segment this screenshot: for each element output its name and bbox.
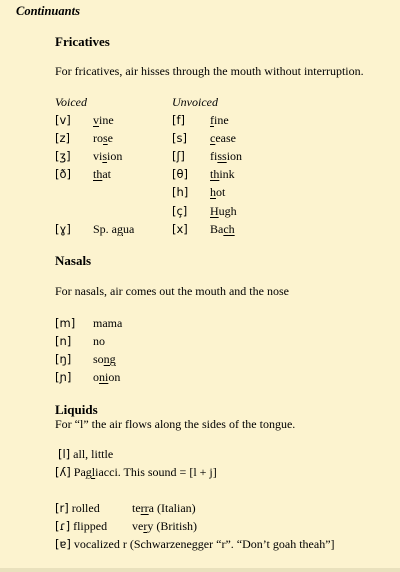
r-label: rolled — [71, 501, 100, 515]
ipa-symbol: [r] — [55, 501, 69, 515]
nasals-description: For nasals, air comes out the mouth and the nose — [55, 284, 289, 298]
voiced-row — [55, 222, 135, 237]
liquid-l-text: all, little — [73, 447, 114, 461]
unvoiced-row — [172, 131, 236, 146]
page-title: Continuants — [16, 4, 80, 18]
example-word: think — [210, 167, 235, 181]
fricatives-heading: Fricatives — [55, 34, 110, 49]
voiced-header: Voiced — [55, 95, 87, 109]
unvoiced-header: Unvoiced — [172, 95, 218, 109]
unvoiced-row — [172, 222, 235, 237]
example-word: Sp. agua — [93, 222, 135, 236]
r-row — [55, 519, 197, 534]
ipa-symbol: [m] — [55, 316, 76, 330]
ipa-symbol: [z] — [55, 131, 71, 145]
liquid-lambda-text: Pagliacci. This sound = [l + j] — [73, 465, 217, 479]
unvoiced-row — [172, 113, 229, 128]
ipa-symbol: [ŋ] — [55, 352, 72, 366]
example-word: rose — [93, 131, 113, 145]
ipa-symbol: [ɾ] — [55, 519, 71, 533]
example-word: fine — [210, 113, 229, 127]
r-row — [55, 537, 335, 552]
example-word: fission — [210, 149, 243, 163]
r-label: flipped — [73, 519, 108, 533]
nasal-row — [55, 352, 116, 367]
example-word: cease — [210, 131, 236, 145]
liquid-lambda-row — [55, 465, 217, 480]
ipa-symbol: [ç] — [172, 204, 188, 218]
example-word: mama — [93, 316, 123, 330]
voiced-row — [55, 149, 123, 164]
liquid-l-row — [58, 447, 113, 462]
voiced-row — [55, 113, 114, 128]
example-word: no — [93, 334, 105, 348]
example-word: vision — [93, 149, 123, 163]
ipa-symbol: [x] — [172, 222, 188, 236]
r-row — [55, 501, 196, 516]
example-word: hot — [210, 185, 226, 199]
ipa-symbol: [ʒ] — [55, 149, 71, 163]
ipa-symbol: [ʎ] — [55, 465, 71, 479]
unvoiced-row — [172, 167, 235, 182]
ipa-symbol: [ʃ] — [172, 149, 185, 163]
page-bottom-border — [0, 568, 400, 572]
ipa-symbol: [ɲ] — [55, 370, 72, 384]
ipa-symbol: [ɐ] — [55, 537, 71, 551]
ipa-symbol: [v] — [55, 113, 71, 127]
ipa-symbol: [s] — [172, 131, 187, 145]
example-word: Bach — [210, 222, 235, 236]
liquids-heading: Liquids — [55, 402, 98, 417]
ipa-symbol: [l] — [58, 447, 71, 461]
fricatives-description: For fricatives, air hisses through the mouth without interruption. — [55, 64, 364, 78]
ipa-symbol: [ð] — [55, 167, 72, 181]
voiced-row — [55, 131, 113, 146]
liquids-description: For “l” the air flows along the sides of the tongue. — [55, 417, 296, 431]
example-word: very (British) — [132, 519, 197, 533]
ipa-symbol: [f] — [172, 113, 186, 127]
ipa-symbol: [ɣ] — [55, 222, 71, 236]
r-label: vocalized r (Schwarzenegger “r”. “Don’t goah theah”] — [73, 537, 335, 551]
unvoiced-row — [172, 149, 243, 164]
example-word: song — [93, 352, 116, 366]
example-word: vine — [93, 113, 114, 127]
nasals-heading: Nasals — [55, 253, 92, 268]
nasal-row — [55, 316, 123, 331]
unvoiced-row — [172, 204, 237, 219]
example-word: that — [93, 167, 112, 181]
example-word: terra (Italian) — [132, 501, 196, 515]
unvoiced-row — [172, 185, 226, 200]
nasal-row — [55, 334, 105, 349]
ipa-symbol: [θ] — [172, 167, 189, 181]
voiced-row — [55, 167, 112, 182]
example-word: Hugh — [210, 204, 237, 218]
ipa-symbol: [h] — [172, 185, 189, 199]
nasal-row — [55, 370, 121, 385]
example-word: onion — [93, 370, 121, 384]
ipa-symbol: [n] — [55, 334, 72, 348]
